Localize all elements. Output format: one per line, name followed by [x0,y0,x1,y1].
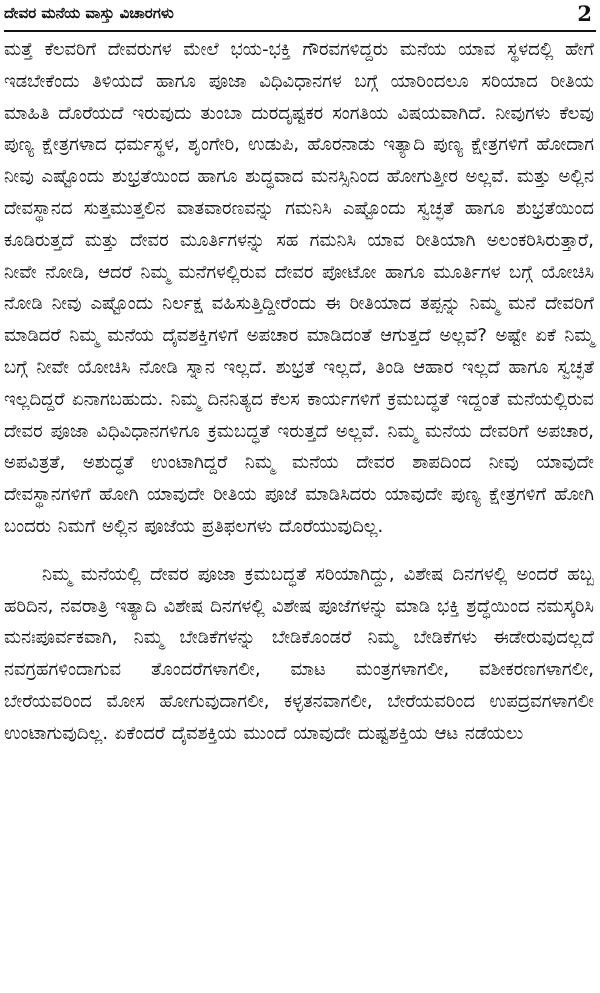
running-title: ದೇವರ ಮನೆಯ ವಾಸ್ತು ವಿಚಾರಗಳು [4,4,174,22]
page-header [4,1,592,28]
header-rule [4,30,596,32]
paragraph-1: ಮತ್ತೆ ಕೆಲವರಿಗೆ ದೇವರುಗಳ ಮೇಲೆ ಭಯ-ಭಕ್ತಿ ಗೌರವಗಳಿದ್ದರು ಮನೆಯ ಯಾವ ಸ್ಥಳದಲ್ಲಿ ಹೇಗೆ ಇಡಬೇಕೆಂದು ತಿಳಿಯದೆ ಹಾಗೂ ಪೂಜಾ ವಿಧಿವಿಧಾನಗಳ ಬಗ್ಗೆ ಯಾರಿಂದಲೂ ಸರಿಯಾದ ರೀತಿಯ ಮಾಹಿತಿ ದೊರೆಯದೆ ಇರುವುದು ತುಂಬಾ ದುರದೃಷ್ಟಕರ ಸಂಗತಿಯ ವಿಷಯವಾಗಿದೆ. ನೀವುಗಳು ಕೆಲವು ಪುಣ್ಯ ಕ್ಷೇತ್ರಗಳಾದ ಧರ್ಮಸ್ಥಳ, ಶೃಂಗೇರಿ, ಉಡುಪಿ, ಹೊರನಾಡು ಇತ್ಯಾದಿ ಪುಣ್ಯ ಕ್ಷೇತ್ರಗಳಿಗೆ ಹೋದಾಗ ನೀವು ಎಷ್ಟೊಂದು ಶುಭ್ರತೆಯಿಂದ ಹಾಗೂ ಶುದ್ಧವಾದ ಮನಸ್ಸಿನಿಂದ ಹೋಗುತ್ತೀರ ಅಲ್ಲವೆ. ಮತ್ತು ಅಲ್ಲಿನ ದೇವಸ್ಥಾನದ ಸುತ್ತಮುತ್ತಲಿನ ವಾತವಾರಣವನ್ನು ಗಮನಿಸಿ ಎಷ್ಟೊಂದು ಸ್ವಚ್ಛತೆ ಹಾಗೂ ಶುಭ್ರತೆಯಿಂದ ಕೂಡಿರುತ್ತದೆ ಮತ್ತು ದೇವರ ಮೂರ್ತಿಗಳನ್ನು ಸಹ ಗಮನಿಸಿ ಯಾವ ರೀತಿಯಾಗಿ ಅಲಂಕರಿಸಿರುತ್ತಾರೆ, ನೀವೇ ನೋಡಿ, ಆದರೆ ನಿಮ್ಮ ಮನೆಗಳಲ್ಲಿರುವ ದೇವರ ಪೋಟೋ ಹಾಗೂ ಮೂರ್ತಿಗಳ ಬಗ್ಗೆ ಯೋಚಿಸಿ ನೋಡಿ ನೀವು ಎಷ್ಟೊಂದು ನಿರ್ಲಕ್ಷ ವಹಿಸುತ್ತಿದ್ದೀರೆಂದು ಈ ರೀತಿಯಾದ ತಪ್ಪನ್ನು ನಿಮ್ಮ ಮನೆ ದೇವರಿಗೆ ಮಾಡಿದರೆ ನಿಮ್ಮ ಮನೆಯ ದೈವಶಕ್ತಿಗಳಿಗೆ ಅಪಚಾರ ಮಾಡಿದಂತೆ ಆಗುತ್ತದೆ ಅಲ್ಲವೆ? ಅಷ್ಟೇ ಏಕೆ ನಿಮ್ಮ ಬಗ್ಗೆ ನೀವೇ ಯೋಚಿಸಿ ನೋಡಿ ಸ್ನಾನ ಇಲ್ಲದೆ. ಶುಭ್ರತೆ ಇಲ್ಲದೆ, ತಿಂಡಿ ಆಹಾರ ಇಲ್ಲದೆ ಹಾಗೂ ಸ್ವಚ್ಛತೆ ಇಲ್ಲದಿದ್ದರೆ ಏನಾಗಬಹುದು. ನಿಮ್ಮ ದಿನನಿತ್ಯದ ಕೆಲಸ ಕಾರ್ಯಗಳಿಗೆ ಕ್ರಮಬದ್ಧತೆ ಇದ್ದಂತೆ ಮನೆಯಲ್ಲಿರುವ ದೇವರ ಪೂಜಾ ವಿಧಿವಿಧಾನಗಳಿಗೂ ಕ್ರಮಬದ್ಧತೆ ಇರುತ್ತದೆ ಅಲ್ಲವೆ. ನಿಮ್ಮ ಮನೆಯ ದೇವರಿಗೆ ಅಪಚಾರ, ಅಪವಿತ್ರತೆ, ಅಶುದ್ಧತೆ ಉಂಟಾಗಿದ್ದರೆ ನಿಮ್ಮ ಮನೆಯ ದೇವರ ಶಾಪದಿಂದ ನೀವು ಯಾವುದೇ ದೇವಸ್ಥಾನಗಳಿಗೆ ಹೋಗಿ ಯಾವುದೇ ರೀತಿಯ ಪೂಜೆ ಮಾಡಿಸಿದರು ಯಾವುದೇ ಪುಣ್ಯ ಕ್ಷೇತ್ರಗಳಿಗೆ ಹೋಗಿ ಬಂದರು ನಿಮಗೆ ಅಲ್ಲಿನ ಪೂಜೆಯ ಪ್ರತಿಫಲಗಳು ದೊರೆಯುವುದಿಲ್ಲ. [4,39,594,537]
page-number: 2 [577,1,592,26]
paragraph-2: ನಿಮ್ಮ ಮನೆಯಲ್ಲಿ ದೇವರ ಪೂಜಾ ಕ್ರಮಬದ್ಧತೆ ಸರಿಯಾಗಿದ್ದು, ವಿಶೇಷ ದಿನಗಳಲ್ಲಿ ಅಂದರೆ ಹಬ್ಬ ಹರಿದಿನ, ನವರಾತ್ರಿ ಇತ್ಯಾದಿ ವಿಶೇಷ ದಿನಗಳಲ್ಲಿ ವಿಶೇಷ ಪೂಜೆಗಳನ್ನು ಮಾಡಿ ಭಕ್ತಿ ಶ್ರದ್ಧೆಯಿಂದ ನಮಸ್ಕರಿಸಿ ಮನಃಪೂರ್ವಕವಾಗಿ, ನಿಮ್ಮ ಬೇಡಿಕೆಗಳನ್ನು ಬೇಡಿಕೊಂಡರೆ ನಿಮ್ಮ ಬೇಡಿಕೆಗಳು ಈಡೇರುವುದಲ್ಲದೆ ನವಗ್ರಹಗಳಿಂದಾಗುವ ತೊಂದರೆಗಳಾಗಲೀ, ಮಾಟ ಮಂತ್ರಗಳಾಗಲೀ, ವಶೀಕರಣಗಳಾಗಲೀ, ಬೇರೆಯವರಿಂದ ಮೋಸ ಹೋಗುವುದಾಗಲೀ, ಕಳ್ಳತನವಾಗಲೀ, ಬೇರೆಯವರಿಂದ ಉಪದ್ರವಗಳಾಗಲೀ ಉಂಟಾಗುವುದಿಲ್ಲ. ಏಕೆಂದರೆ ದೈವಶಕ್ತಿಯ ಮುಂದೆ ಯಾವುದೇ ದುಷ್ಟಶಕ್ತಿಯ ಆಟ ನಡೆಯಲು [4,563,594,744]
body-text [4,34,594,750]
